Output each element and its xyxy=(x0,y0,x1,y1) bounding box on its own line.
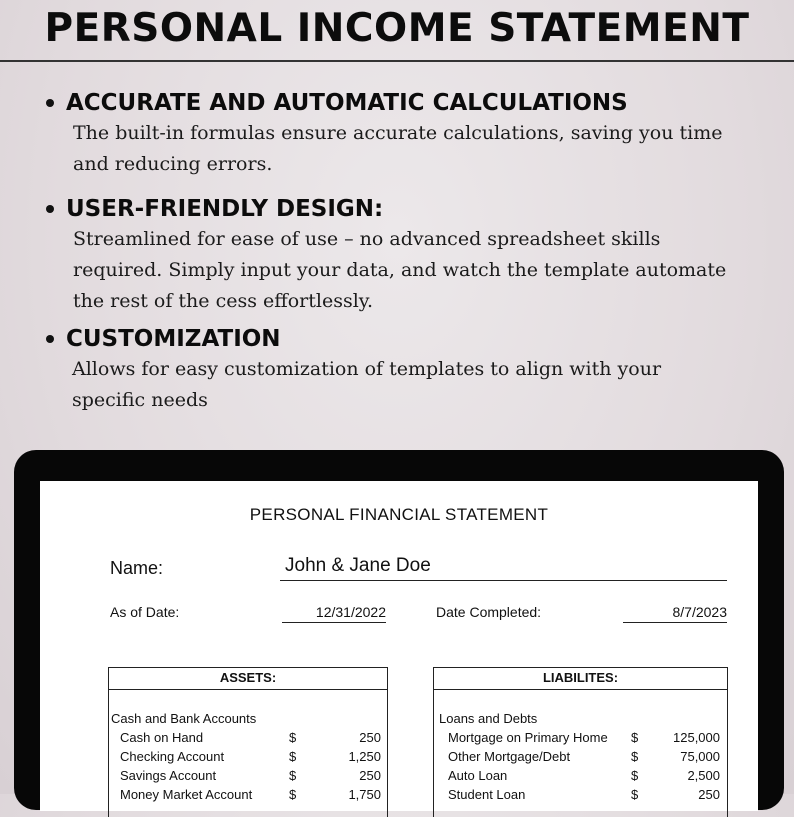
row-amount[interactable]: 2,500 xyxy=(687,768,720,783)
row-label: Other Mortgage/Debt xyxy=(448,749,571,764)
sheet-title: PERSONAL FINANCIAL STATEMENT xyxy=(249,505,549,524)
feature-heading-text: ACCURATE AND AUTOMATIC CALCULATIONS xyxy=(66,90,628,116)
row-amount[interactable]: 75,000 xyxy=(680,749,720,764)
feature-heading-text: USER-FRIENDLY DESIGN: xyxy=(66,196,384,222)
as-of-date-label: As of Date: xyxy=(110,604,180,620)
feature-line: required. Simply input your data, and watch the template automate xyxy=(73,259,727,281)
feature-heading-text: CUSTOMIZATION xyxy=(66,326,281,352)
feature-line: Streamlined for ease of use – no advanced spreadsheet skills xyxy=(73,228,661,250)
feature-line: the rest of the cess effortlessly. xyxy=(73,290,374,312)
date-completed-label: Date Completed: xyxy=(436,604,542,620)
bullet-icon xyxy=(46,335,54,343)
table-row xyxy=(434,766,727,785)
table-row xyxy=(434,728,727,747)
row-label: Auto Loan xyxy=(448,768,508,783)
row-amount[interactable]: 1,750 xyxy=(348,787,381,802)
spreadsheet-preview xyxy=(40,481,758,811)
title-divider xyxy=(0,60,794,62)
bullet-icon xyxy=(46,99,54,107)
row-label: Mortgage on Primary Home xyxy=(448,730,608,745)
assets-table xyxy=(108,667,388,817)
feature-line: specific needs xyxy=(72,389,208,411)
assets-header: ASSETS: xyxy=(109,668,387,690)
row-label: Money Market Account xyxy=(120,787,253,802)
bullet-icon xyxy=(46,205,54,213)
currency-symbol: $ xyxy=(631,730,639,745)
assets-section-label: Cash and Bank Accounts xyxy=(111,711,257,726)
row-label: Cash on Hand xyxy=(120,730,204,745)
liabilities-section-label: Loans and Debts xyxy=(439,711,538,726)
feature-description xyxy=(73,118,786,180)
liabilities-header: LIABILITES: xyxy=(434,668,727,690)
name-field[interactable]: John & Jane Doe xyxy=(280,555,727,581)
table-row xyxy=(109,785,387,804)
currency-symbol: $ xyxy=(289,749,297,764)
table-row xyxy=(434,747,727,766)
feature-line: and reducing errors. xyxy=(73,153,273,175)
table-row xyxy=(109,766,387,785)
name-label: Name: xyxy=(110,558,164,578)
feature-heading xyxy=(46,90,786,116)
row-label: Student Loan xyxy=(448,787,526,802)
feature-heading xyxy=(46,196,786,222)
table-row xyxy=(434,785,727,804)
as-of-date-field[interactable]: 12/31/2022 xyxy=(282,604,386,623)
currency-symbol: $ xyxy=(289,787,297,802)
currency-symbol: $ xyxy=(631,749,639,764)
row-amount[interactable]: 125,000 xyxy=(673,730,720,745)
feature-user-friendly-design xyxy=(46,196,786,317)
row-amount[interactable]: 1,250 xyxy=(348,749,381,764)
row-amount[interactable]: 250 xyxy=(359,730,381,745)
feature-description xyxy=(73,224,786,317)
table-row xyxy=(109,747,387,766)
feature-line: The built-in formulas ensure accurate calculations, saving you time xyxy=(73,122,723,144)
row-label: Checking Account xyxy=(120,749,225,764)
feature-heading xyxy=(46,326,786,352)
currency-symbol: $ xyxy=(631,768,639,783)
table-row xyxy=(109,728,387,747)
currency-symbol: $ xyxy=(631,787,639,802)
currency-symbol: $ xyxy=(289,768,297,783)
feature-customization xyxy=(46,326,786,416)
row-amount[interactable]: 250 xyxy=(359,768,381,783)
page-title: PERSONAL INCOME STATEMENT xyxy=(44,6,750,51)
feature-description xyxy=(72,354,786,416)
currency-symbol: $ xyxy=(289,730,297,745)
date-completed-field[interactable]: 8/7/2023 xyxy=(623,604,727,623)
feature-accurate-calculations xyxy=(46,90,786,180)
row-amount[interactable]: 250 xyxy=(698,787,720,802)
row-label: Savings Account xyxy=(120,768,217,783)
liabilities-table xyxy=(433,667,728,817)
feature-line: Allows for easy customization of templates to align with your xyxy=(72,358,662,380)
